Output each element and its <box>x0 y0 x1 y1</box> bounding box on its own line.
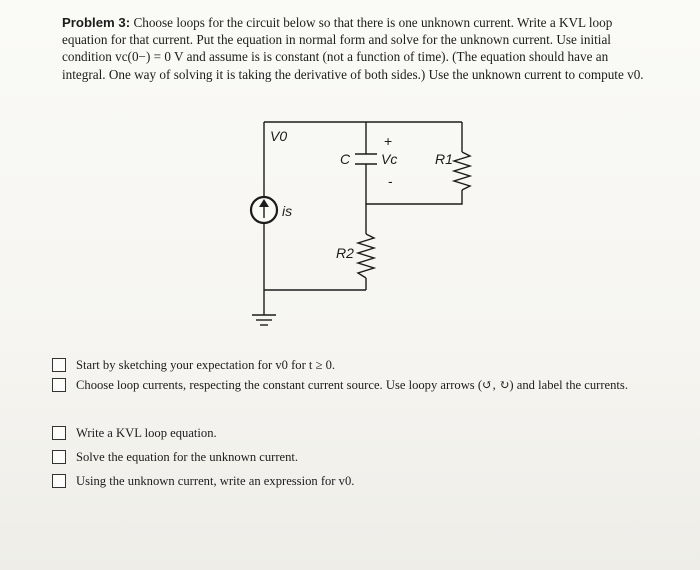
problem-label: Problem 3: <box>62 15 131 30</box>
task-checkbox[interactable] <box>52 426 66 440</box>
source-label: is <box>282 203 293 219</box>
task-text: Start by sketching your expectation for v0 for t ≥ 0. <box>76 358 336 372</box>
task-checkbox[interactable] <box>52 450 66 464</box>
circuit-diagram <box>230 110 490 330</box>
task-checkbox[interactable] <box>52 378 66 392</box>
minus-sign: - <box>388 173 393 189</box>
resistor-r2 <box>358 234 374 278</box>
r1-label: R1 <box>435 151 453 167</box>
node-label-v0: V0 <box>270 128 288 144</box>
task-item-kvl <box>52 425 652 441</box>
task-item-solve <box>52 449 652 465</box>
resistor-r1 <box>454 152 470 190</box>
task-item-expression <box>52 473 652 489</box>
task-item-sketch <box>52 357 652 373</box>
capacitor-voltage-label: Vc <box>381 151 398 167</box>
task-text: Using the unknown current, write an expression for v0. <box>76 474 355 488</box>
task-item-loop-currents <box>52 377 652 393</box>
task-checkbox[interactable] <box>52 474 66 488</box>
task-text: Choose loop currents, respecting the constant current source. Use loopy arrows (↺, ↻) and label the currents. <box>76 378 628 392</box>
r2-label: R2 <box>336 245 354 261</box>
task-text: Solve the equation for the unknown current. <box>76 450 299 464</box>
capacitor-label: C <box>340 151 351 167</box>
task-checkbox[interactable] <box>52 358 66 372</box>
problem-statement <box>62 14 654 83</box>
problem-body: Choose loops for the circuit below so that there is one unknown current. Write a KVL loop equation for that current. Put the equation in normal form and solve for the unknown current. Use initial condition vc(0−) = 0 V and assume is is constant (not a function of time). (The equation should have an integral. One way of solving it is taking the derivative of both sides.) Use the unknown current to compute v0. <box>62 15 644 82</box>
plus-sign: + <box>384 133 393 149</box>
task-text: Write a KVL loop equation. <box>76 426 217 440</box>
